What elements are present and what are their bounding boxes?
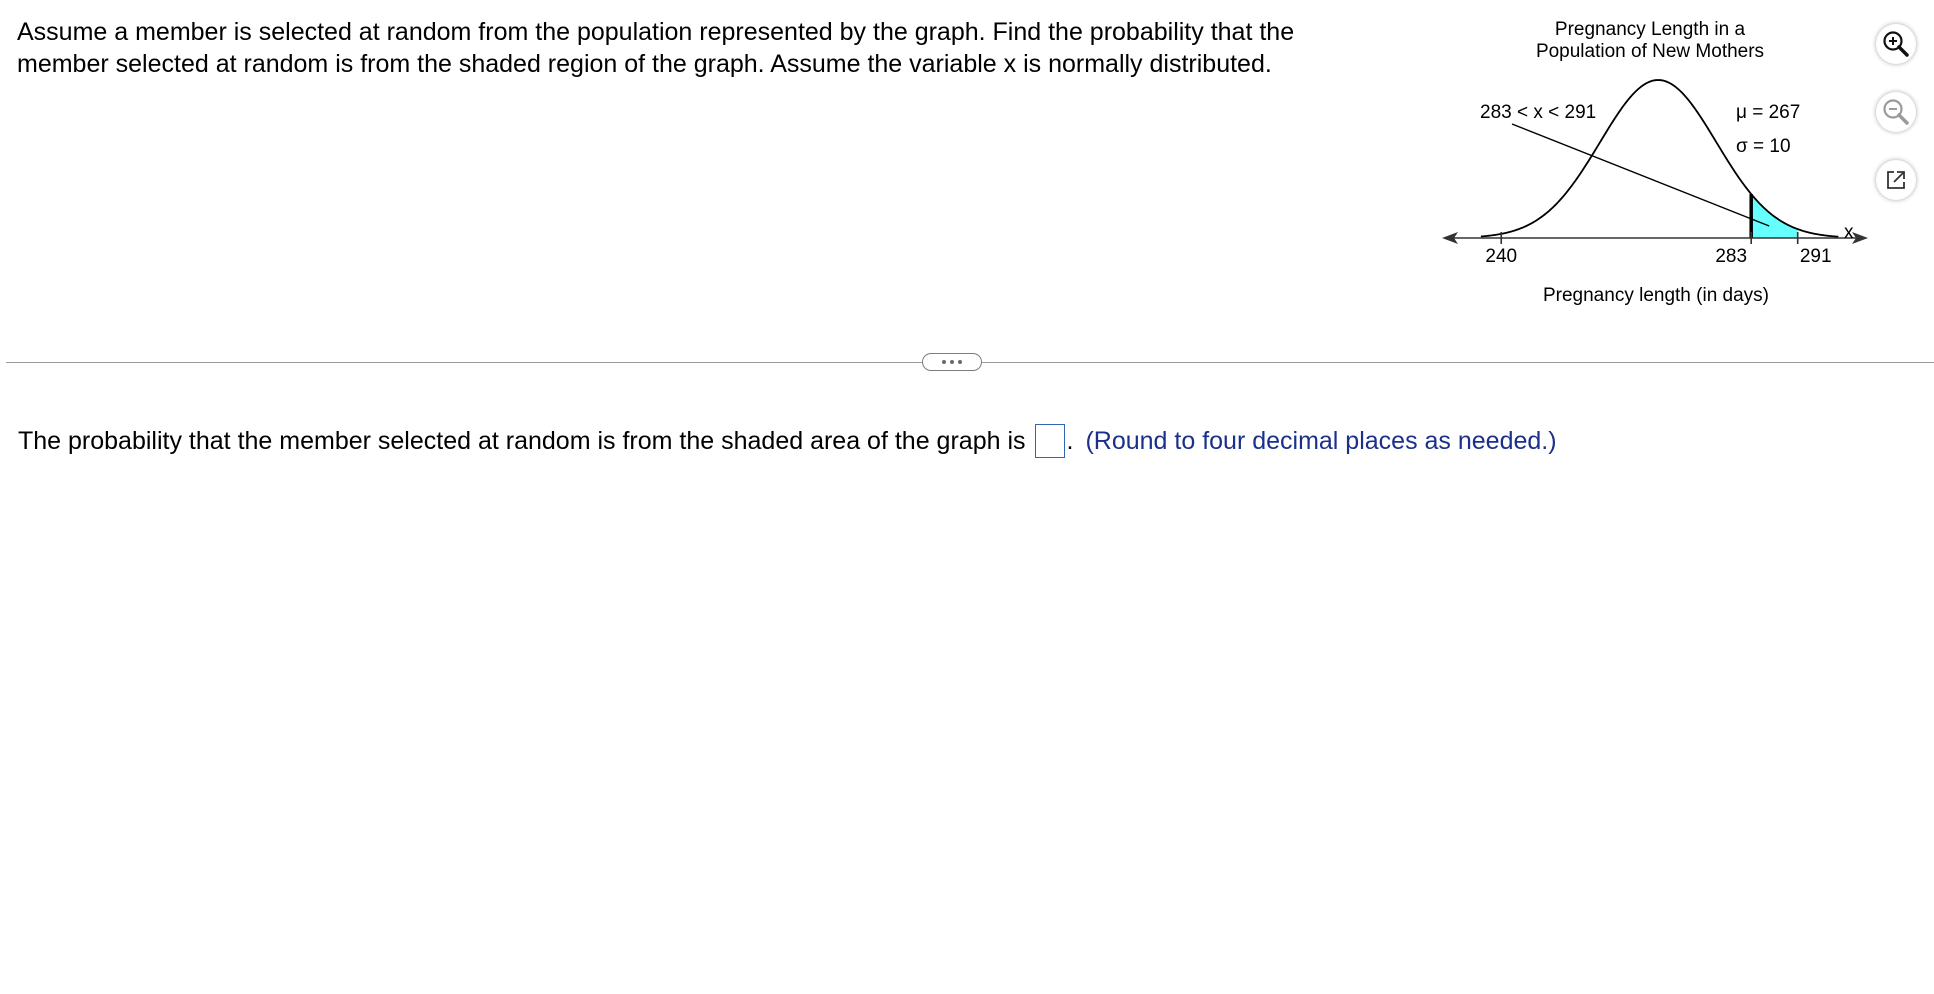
zoom-out-icon bbox=[1881, 97, 1911, 127]
chart-svg bbox=[1440, 10, 1880, 310]
answer-prompt: The probability that the member selected at random is from the shaded area of the graph is bbox=[18, 427, 1026, 455]
question-line-1: Assume a member is selected at random from the population represented by the graph. Find the probability that the bbox=[17, 18, 1295, 46]
mean-label: μ = 267 bbox=[1736, 102, 1801, 123]
shaded-interval-label: 283 < x < 291 bbox=[1480, 102, 1597, 123]
answer-row bbox=[18, 423, 1557, 459]
tool-column bbox=[1876, 24, 1918, 228]
question-line-2: member selected at random is from the shaded region of the graph. Assume the variable x is normally distributed. bbox=[17, 50, 1272, 78]
probability-answer-input[interactable] bbox=[1035, 424, 1065, 458]
axis-variable-label: x bbox=[1844, 222, 1854, 243]
x-tick-label-291: 291 bbox=[1799, 246, 1832, 267]
question-text bbox=[17, 16, 1387, 80]
rounding-hint: (Round to four decimal places as needed.) bbox=[1085, 427, 1557, 455]
ellipsis-icon bbox=[942, 360, 946, 364]
chart-title-line-1: Pregnancy Length in a bbox=[1554, 19, 1746, 40]
zoom-in-icon bbox=[1881, 29, 1911, 59]
x-tick-label-283: 283 bbox=[1715, 246, 1748, 267]
x-tick-label-240: 240 bbox=[1485, 246, 1518, 267]
answer-period: . bbox=[1066, 427, 1074, 455]
zoom-in-button[interactable] bbox=[1876, 24, 1916, 64]
expand-more-button[interactable] bbox=[922, 353, 982, 371]
normal-curve-figure bbox=[1440, 10, 1880, 310]
popout-button[interactable] bbox=[1876, 160, 1916, 200]
popout-icon bbox=[1883, 167, 1909, 193]
sd-label: σ = 10 bbox=[1736, 136, 1791, 157]
chart-title-line-2: Population of New Mothers bbox=[1535, 41, 1765, 62]
x-axis-title: Pregnancy length (in days) bbox=[1542, 285, 1770, 306]
zoom-out-button[interactable] bbox=[1876, 92, 1916, 132]
